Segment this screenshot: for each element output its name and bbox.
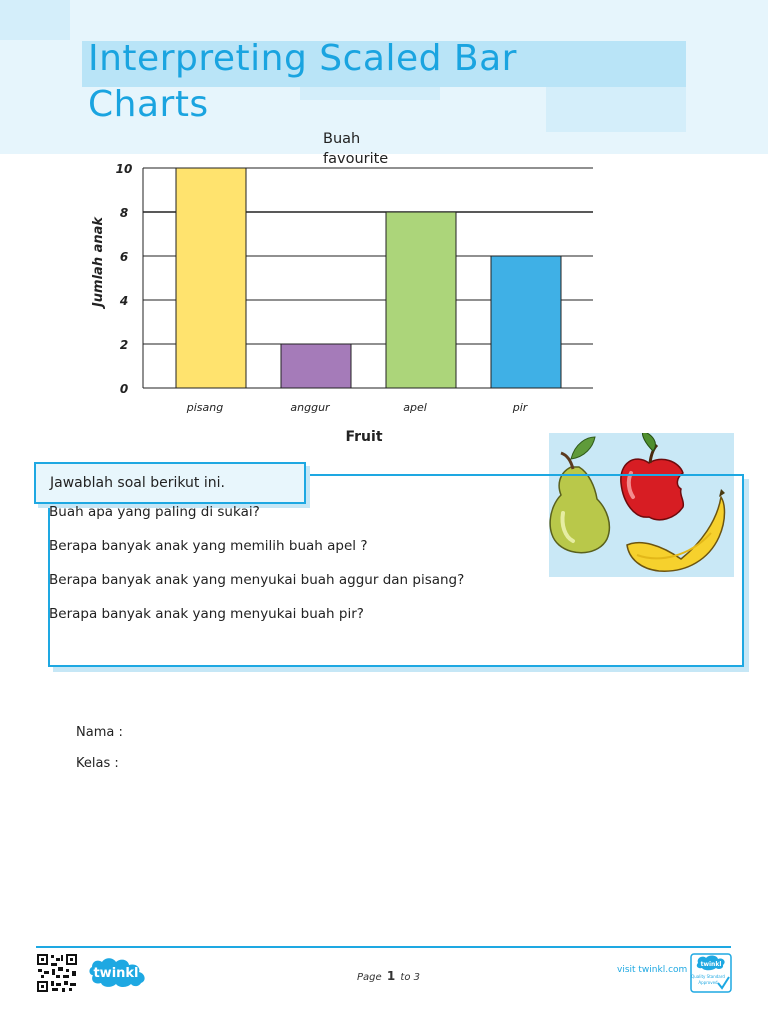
- bar-anggur: [281, 344, 351, 388]
- class-field-label: Kelas :: [76, 756, 119, 771]
- x-tick-label: pir: [512, 401, 528, 414]
- question-2: Berapa banyak anak yang memilih buah apel ?: [49, 538, 368, 554]
- name-field-label: Nama :: [76, 725, 123, 740]
- questions-list: [49, 502, 529, 638]
- x-tick-label: apel: [403, 401, 427, 414]
- instruction-label: Jawablah soal berikut ini.: [34, 462, 306, 504]
- bar-pir: [491, 256, 561, 388]
- y-tick-label: 4: [119, 294, 129, 308]
- bar-pisang: [176, 168, 246, 388]
- badge-brand: twinkl: [700, 961, 722, 968]
- question-3: Berapa banyak anak yang menyukai buah aggur dan pisang?: [49, 572, 465, 588]
- question-1: Buah apa yang paling di sukai?: [49, 504, 260, 520]
- page-current: 1: [386, 969, 396, 983]
- question-4: Berapa banyak anak yang menyukai buah pir?: [49, 606, 364, 622]
- badge-text-1: Quality Standard: [691, 974, 725, 979]
- twinkl-logo[interactable]: [87, 955, 151, 989]
- x-tick-label: anggur: [290, 401, 330, 414]
- x-axis-label: Fruit: [345, 429, 383, 445]
- y-axis-label: Jumlah anak: [91, 216, 106, 308]
- qr-code-icon[interactable]: [36, 953, 78, 993]
- bar-chart: [0, 120, 768, 460]
- quality-badge-icon: [690, 953, 732, 993]
- badge-text-2: Approved: [698, 980, 718, 985]
- header-decoration: [0, 0, 70, 40]
- visit-link[interactable]: visit twinkl.com: [617, 965, 688, 975]
- bar-apel: [386, 212, 456, 388]
- y-tick-label: 8: [119, 206, 129, 220]
- page-suffix: to 3: [400, 972, 420, 983]
- y-tick-label: 6: [119, 250, 129, 264]
- footer-divider: [36, 946, 731, 948]
- chart-title: Buah favourite: [323, 131, 389, 167]
- twinkl-logo-text: twinkl: [93, 966, 139, 981]
- y-tick-label: 10: [115, 162, 133, 176]
- x-tick-label: pisang: [186, 401, 224, 414]
- y-tick-label: 2: [119, 338, 129, 352]
- y-tick-label: 0: [119, 382, 129, 396]
- page-title: Interpreting Scaled Bar Charts: [88, 38, 517, 125]
- page-prefix: Page: [357, 972, 382, 983]
- page-number: [357, 969, 420, 983]
